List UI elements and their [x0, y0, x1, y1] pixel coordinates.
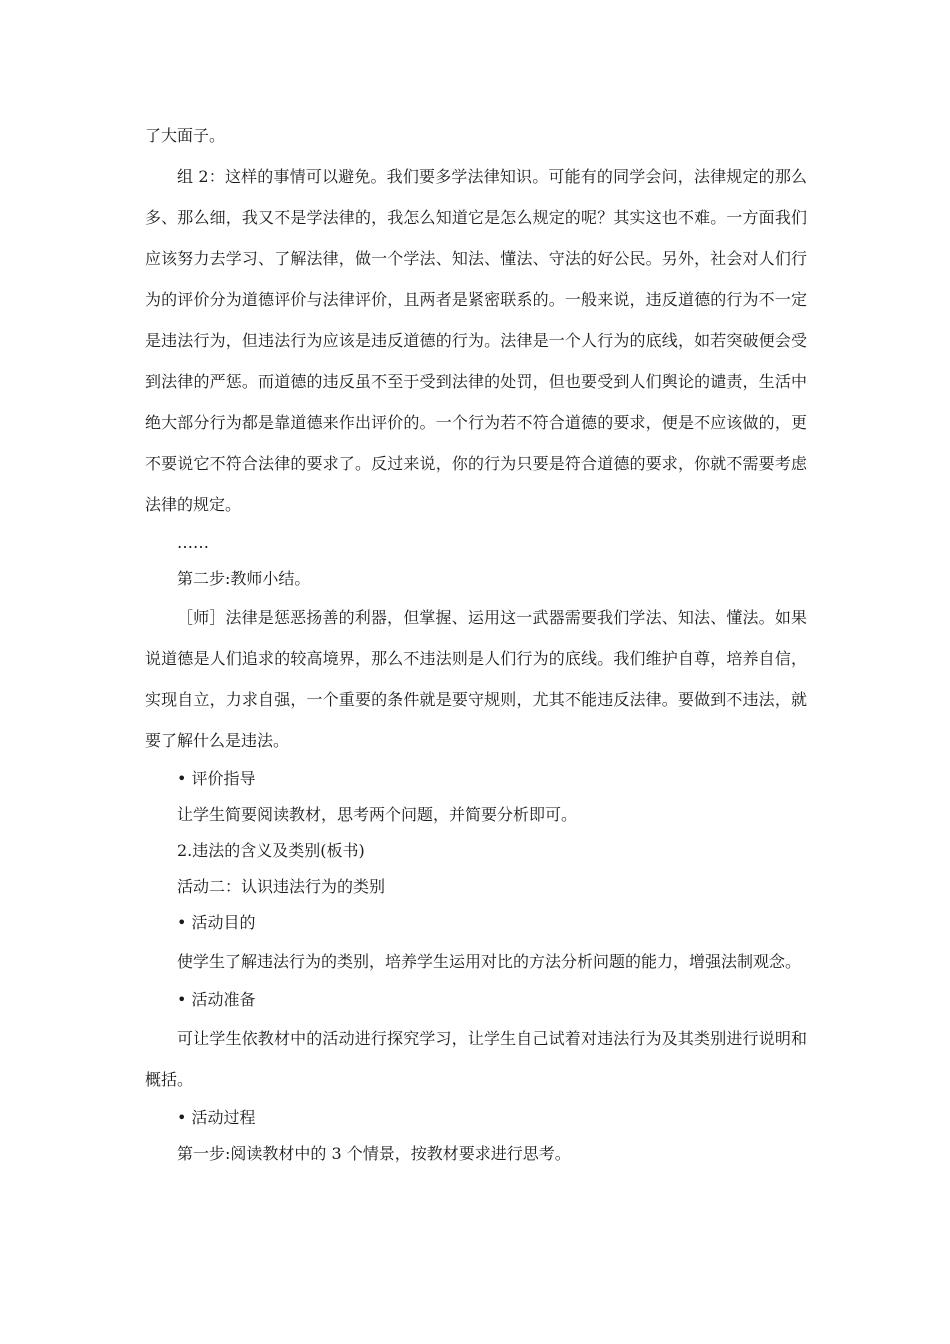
paragraph-step-one: 第一步:阅读教材中的 3 个情景，按教材要求进行思考。 — [177, 1144, 571, 1163]
heading-section-2: 2.违法的含义及类别(板书) — [177, 841, 365, 860]
paragraph-activity-purpose: 使学生了解违法行为的类别，培养学生运用对比的方法分析问题的能力，增强法制观念。 — [177, 952, 802, 971]
paragraph-activity-preparation: 可让学生依教材中的活动进行探究学习，让学生自己试着对违法行为及其类别进行说明和概括。 — [145, 1029, 807, 1089]
heading-activity-process: • 活动过程 — [177, 1108, 256, 1127]
paragraph-continuation: 了大面子。 — [145, 126, 226, 145]
heading-activity-preparation: • 活动准备 — [177, 990, 256, 1009]
paragraph-group-2-answer: 组 2：这样的事情可以避免。我们要多学法律知识。可能有的同学会问，法律规定的那么多、那么细，我又不是学法律的，我怎么知道它是怎么规定的呢？其实这也不难。一方面我们应该努力去学习、了解法律，做一个学法、知法、懂法、守法的好公民。另外，社会对人们行为的评价分为道德评价与法律评价，且两者是紧密联系的。一般来说，违反道德的行为不一定是违法行为，但违法行为应该是违反道德的行为。法律是一个人行为的底线，如若突破便会受到法律的严惩。而道德的违反虽不至于受到法律的处罚，但也要受到人们舆论的谴责，生活中绝大部分行为都是靠道德来作出评价的。一个行为若不符合道德的要求，便是不应该做的，更不要说它不符合法律的要求了。反过来说，你的行为只要是符合道德的要求，你就不需要考虑法律的规定。 — [145, 167, 807, 514]
paragraph-evaluation-text: 让学生简要阅读教材，思考两个问题，并简要分析即可。 — [177, 805, 578, 824]
paragraph-step-two: 第二步:教师小结。 — [177, 569, 311, 588]
heading-activity-purpose: • 活动目的 — [177, 913, 256, 932]
paragraph-teacher-summary: ［师］法律是惩恶扬善的利器，但掌握、运用这一武器需要我们学法、知法、懂法。如果说道德是人们追求的较高境界，那么不违法则是人们行为的底线。我们维护自尊，培养自信，实现自立，力求自强，一个重要的条件就是要守规则，尤其不能违反法律。要做到不违法，就要了解什么是违法。 — [145, 608, 807, 750]
heading-activity-two: 活动二：认识违法行为的类别 — [177, 877, 386, 896]
document-body — [145, 115, 807, 1172]
paragraph-ellipsis: …… — [177, 533, 209, 552]
heading-evaluation-guide: • 评价指导 — [177, 769, 256, 788]
